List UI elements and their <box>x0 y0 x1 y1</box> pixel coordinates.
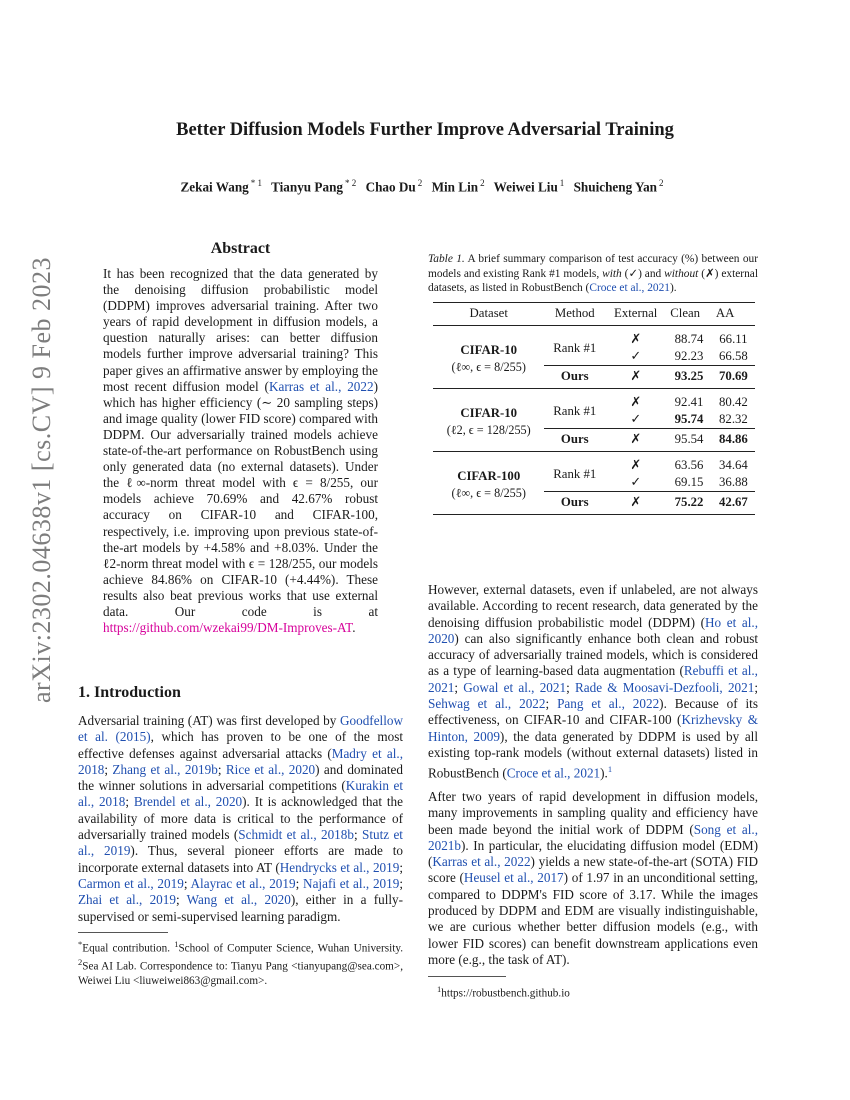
external-cell: ✗ <box>605 492 666 515</box>
clean-cell: 95.54 <box>666 429 712 452</box>
introduction-body <box>78 713 403 925</box>
body-text: ) can also significantly enhance both clean and robust accuracy of adversarially trained models, which is considered as a type of learning-based data augmentation ( <box>428 630 758 679</box>
column-header: External <box>614 306 658 320</box>
body-text: ). Because of its effectiveness, on CIFAR-10 and CIFAR-100 ( <box>428 696 758 728</box>
citation-link[interactable]: Ho et al., 2020 <box>428 614 758 646</box>
intro-text: ; <box>125 794 134 810</box>
external-cell: ✗ <box>630 458 642 472</box>
footnote-mark: 1 <box>174 939 179 949</box>
intro-text: Adversarial training (AT) was first developed by <box>78 713 340 728</box>
citation-link[interactable]: Sehwag et al., 2022 <box>428 696 546 712</box>
citation-link[interactable]: Heusel et al., 2017 <box>463 870 564 886</box>
author-name: Shuicheng Yan <box>573 179 658 195</box>
introduction-heading: 1. Introduction <box>78 684 181 701</box>
code-repo-link[interactable]: https://github.com/wzekai99/DM-Improves-AT <box>103 620 353 636</box>
table-caption <box>428 252 758 296</box>
column-header: Clean <box>670 306 701 320</box>
footnote-text: Sea AI Lab. Correspondence to: Tianyu Pang <tianyupang@sea.com>, Weiwei Liu <liuweiwei863@gmail.com>. <box>78 961 403 987</box>
citation-link[interactable]: Krizhevsky & Hinton, 2009 <box>428 712 758 744</box>
aa-cell: 42.67 <box>712 492 755 515</box>
aa-cell: 34.64 <box>719 458 748 472</box>
arxiv-identifier: arXiv:2302.04638v1 [cs.CV] 9 Feb 2023 <box>27 256 56 704</box>
citation-link[interactable]: Gowal et al., 2021 <box>463 679 567 695</box>
table-group <box>433 452 755 515</box>
column-header: Dataset <box>469 306 508 320</box>
intro-text: ). Thus, several pioneer efforts are made to incorporate external datasets into AT ( <box>78 843 403 875</box>
footnote-mark: 1 <box>437 984 442 994</box>
abstract-text: ) which has higher efficiency (∼ 20 sampling steps) and image quality (lower FID score) compared with DDPM. Our adversarially trained models achieve state-of-the-art performance on RobustBench using only generated data (no external datasets). Under the ℓ∞-norm threat model with ϵ = 8/255, our models achieve 70.69% and 42.67% robust accuracy on CIFAR-10 and CIFAR-100, respectively, i.e. improving upon previous state-of-the-art models by +4.58% and +8.03%. Under the ℓ2-norm threat model with ϵ = 128/255, our models achieve 84.86% on CIFAR-10 (+4.44%). These results also beat previous works that use external data. Our code is at <box>103 378 378 619</box>
table-group <box>433 389 755 452</box>
arxiv-sidebar <box>22 256 62 704</box>
table-row <box>433 452 755 475</box>
intro-text: ; <box>104 761 113 777</box>
column-header: Method <box>554 306 595 320</box>
intro-text: ; <box>399 875 403 891</box>
aa-cell: 66.58 <box>719 349 748 363</box>
footnote-mark: * <box>78 939 83 949</box>
intro-text: ; <box>295 875 304 891</box>
aa-cell: 84.86 <box>712 429 755 452</box>
citation-link[interactable]: Carmon et al., 2019 <box>78 875 184 891</box>
aa-cell: 82.32 <box>719 412 748 426</box>
table-row <box>433 326 755 349</box>
table-group <box>433 326 755 389</box>
abstract-text: . <box>352 620 356 636</box>
caption-text: A brief summary comparison of test accuracy (%) between our models and existing Rank #1 models, <box>428 253 758 280</box>
citation-link[interactable]: Karras et al., 2022 <box>268 378 374 394</box>
body-text: ) yields a new state-of-the-art (SOTA) FID score ( <box>428 854 758 886</box>
body-text: ; <box>454 679 464 695</box>
paper-title: Better Diffusion Models Further Improve Adversarial Training <box>176 120 674 140</box>
body-text: ) of 1.97 in an unconditional setting, compared to DDPM's FID score of 3.17. While the images produced by DDPM and EDM are visually indistinguishable, we are curious whether better diffusion models (e.g., with lower FID scores) can benefit downstream applications even more (e.g., the task of AT). <box>428 870 759 967</box>
citation-link[interactable]: Stutz et al., 2019 <box>78 827 403 859</box>
footnote-text: School of Computer Science, Wuhan University. <box>178 942 403 955</box>
body-paragraph <box>428 582 758 782</box>
author-name: Weiwei Liu <box>493 179 558 195</box>
table-label: Table 1. <box>428 253 465 265</box>
aa-cell: 80.42 <box>719 395 748 409</box>
threat-model: (ℓ∞, ϵ = 8/255) <box>451 359 526 374</box>
citation-link[interactable]: Zhang et al., 2019b <box>112 761 218 777</box>
external-cell: ✓ <box>630 475 642 489</box>
aa-cell: 36.88 <box>719 475 748 489</box>
citation-link[interactable]: Schmidt et al., 2018b <box>238 827 354 843</box>
citation-link[interactable]: Madry et al., 2018 <box>78 745 403 777</box>
intro-text: ). It is acknowledged that the availability of more data is critical to the performance of adversarially trained models ( <box>78 794 403 843</box>
url-footnote <box>437 984 757 1000</box>
method-cell: Ours <box>544 366 605 389</box>
dataset-cell <box>433 452 544 515</box>
method-cell: Rank #1 <box>553 466 597 481</box>
external-cell: ✗ <box>605 429 666 452</box>
method-cell: Ours <box>544 492 605 515</box>
dataset-name: CIFAR-10 <box>460 405 518 420</box>
method-cell: Rank #1 <box>553 340 597 355</box>
citation-link[interactable]: Rade & Moosavi-Dezfooli, 2021 <box>574 679 755 695</box>
author-list <box>100 178 750 195</box>
abstract-body <box>103 266 378 636</box>
method-cell: Ours <box>544 429 605 452</box>
caption-text: (✗) external datasets, as listed in RobustBench ( <box>428 267 758 295</box>
author-name: Chao Du <box>365 179 416 195</box>
intro-text: ; <box>183 875 191 891</box>
footnote-divider <box>428 976 506 977</box>
clean-cell: 95.74 <box>674 412 704 426</box>
body-text: ; <box>566 679 575 695</box>
citation-link[interactable]: Najafi et al., 2019 <box>303 875 400 891</box>
citation-link[interactable]: Goodfellow et al. (2015) <box>78 713 403 745</box>
author-affiliation-mark: 1 <box>559 178 565 188</box>
author-name: Zekai Wang <box>180 179 249 195</box>
citation-link[interactable]: Rice et al., 2020 <box>225 761 316 777</box>
footnote-divider <box>78 932 168 933</box>
clean-cell: 75.22 <box>666 492 712 515</box>
intro-text: ; <box>353 827 362 843</box>
clean-cell: 92.41 <box>674 395 704 409</box>
intro-text: ; <box>399 859 403 875</box>
body-text: ), the data generated by DDPM is used by all existing top-rank models (without external datasets) listed in RobustBench ( <box>428 728 758 781</box>
results-table <box>433 302 755 515</box>
abstract-text: It has been recognized that the data generated by the denoising diffusion probabilistic model (DDPM) improves adversarial training. After two years of rapid development in diffusion models, a question naturally arises: can better diffusion models further improve adversarial training? This paper gives an affirmative answer by employing the most recent diffusion model ( <box>103 266 378 394</box>
author-affiliation-mark: 2 <box>480 178 485 188</box>
dataset-cell <box>433 389 544 452</box>
body-text: After two years of rapid development in diffusion models, many improvements in sampling quality and efficiency have been made beyond the initial work of DDPM ( <box>428 789 758 837</box>
citation-link[interactable]: Hendrycks et al., 2019 <box>279 859 400 875</box>
citation-link[interactable]: Karras et al., 2022 <box>432 854 531 870</box>
citation-link[interactable]: Croce et al., 2021 <box>589 282 671 295</box>
citation-link[interactable]: Croce et al., 2021 <box>506 765 601 781</box>
author-affiliation-mark: * 1 <box>250 178 262 188</box>
author-name: Min Lin <box>431 179 479 195</box>
author-affiliation-mark: 2 <box>659 178 664 188</box>
external-cell: ✗ <box>605 366 666 389</box>
clean-cell: 69.15 <box>674 475 704 489</box>
threat-model: (ℓ∞, ϵ = 8/255) <box>451 485 526 500</box>
intro-text: , which has proven to be one of the most effective defenses against adversarial attacks ( <box>78 729 403 761</box>
citation-link[interactable]: Song et al., 2021b <box>428 821 758 853</box>
aa-cell: 66.11 <box>719 332 748 346</box>
column-header: AA <box>715 306 735 320</box>
citation-link[interactable]: Zhai et al., 2019 <box>78 892 176 908</box>
citation-link[interactable]: Kurakin et al., 2018 <box>78 778 403 810</box>
body-paragraph <box>428 789 758 968</box>
intro-text: ; <box>175 892 187 908</box>
external-cell: ✗ <box>630 395 642 409</box>
caption-text: (✓) and <box>621 267 665 280</box>
citation-link[interactable]: Wang et al., 2020 <box>186 892 291 908</box>
intro-text: ) and dominated the winner solutions in adversarial competitions ( <box>78 761 403 794</box>
footnote-mark[interactable]: 1 <box>607 764 613 775</box>
external-cell: ✓ <box>630 349 642 363</box>
author-name: Tianyu Pang <box>271 179 344 195</box>
citation-link[interactable]: Alayrac et al., 2019 <box>190 875 296 891</box>
dataset-cell <box>433 326 544 389</box>
dataset-name: CIFAR-100 <box>457 468 521 483</box>
citation-link[interactable]: Brendel et al., 2020 <box>133 794 243 810</box>
body-text: However, external datasets, even if unlabeled, are not always available. According to recent research, data generated by the denoising diffusion probabilistic model (DDPM) ( <box>428 582 758 630</box>
body-text: ; <box>545 696 558 712</box>
clean-cell: 63.56 <box>674 458 704 472</box>
affiliation-footnote <box>78 938 403 988</box>
footnote-text: Equal contribution. <box>82 942 175 955</box>
footnote-mark: 2 <box>78 957 83 968</box>
method-cell: Rank #1 <box>553 403 597 418</box>
clean-cell: 93.25 <box>666 366 712 389</box>
aa-cell: 70.69 <box>712 366 755 389</box>
table-row <box>433 389 755 412</box>
external-cell: ✗ <box>630 332 642 346</box>
dataset-name: CIFAR-10 <box>460 342 518 357</box>
threat-model: (ℓ2, ϵ = 128/255) <box>446 422 531 437</box>
body-text: ; <box>754 679 758 695</box>
abstract-heading: Abstract <box>210 240 271 257</box>
clean-cell: 92.23 <box>674 349 704 363</box>
caption-emphasis: without <box>664 267 699 280</box>
table-header-row <box>433 303 755 326</box>
body-text: ). <box>600 765 608 781</box>
clean-cell: 88.74 <box>674 332 704 346</box>
caption-emphasis: with <box>602 267 622 280</box>
intro-text: ; <box>217 761 226 777</box>
citation-link[interactable]: Pang et al., 2022 <box>557 696 660 712</box>
intro-text: ), either in a fully-supervised or semi-supervised learning paradigm. <box>78 892 404 924</box>
caption-text: ). <box>670 282 677 295</box>
author-affiliation-mark: * 2 <box>345 178 357 188</box>
footnote-url: https://robustbench.github.io <box>441 987 570 1000</box>
citation-link[interactable]: Rebuffi et al., 2021 <box>428 663 758 695</box>
body-text: ). In particular, the elucidating diffusion model (EDM) ( <box>428 837 758 870</box>
external-cell: ✓ <box>630 412 642 426</box>
author-affiliation-mark: 2 <box>417 178 423 188</box>
